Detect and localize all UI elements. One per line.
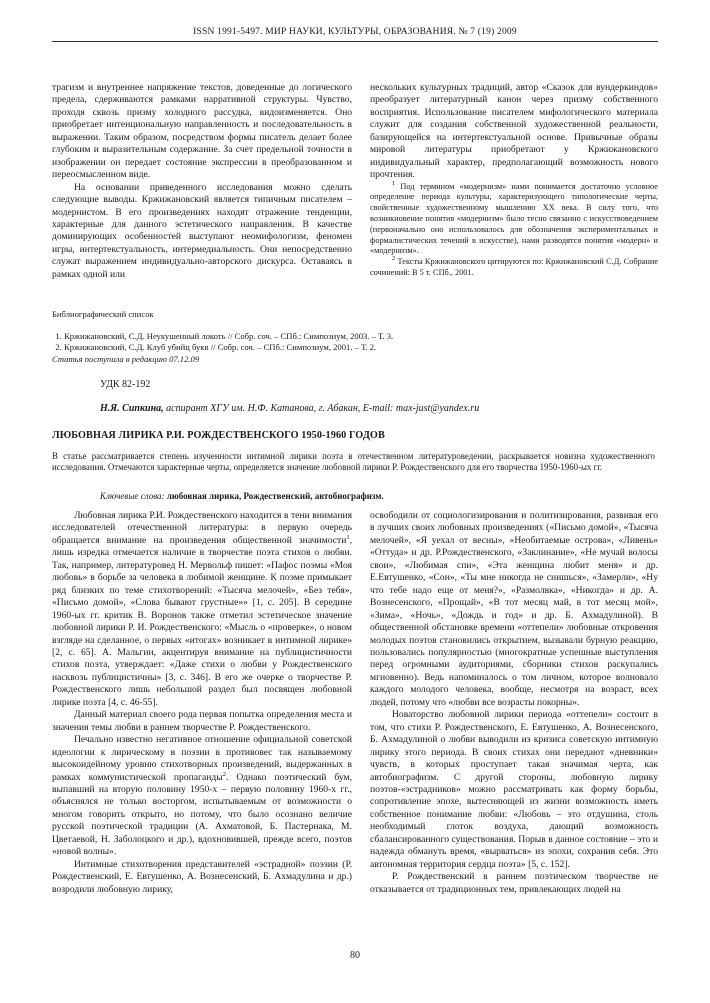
footnote-mark: 1 xyxy=(392,179,396,187)
body-right-column xyxy=(370,510,658,896)
footnote-text: Под термином «модернизм» нами понимается достаточно условное определение периода культуры, характеризующего типологические черты, свойственные художественному мышлению XX века. В силу того, что возникновение понятия «модернизм» было тесно связанно с искусствоведением (первоначально оно использовалось для обозначения экспериментальных и формалистических течений в искусстве), нами разводятся понятия «модерн» и «модернизм». xyxy=(370,181,658,256)
footnote-ref: 2 xyxy=(222,770,226,778)
paragraph: Р. Рождественский в раннем поэтическом творчестве не отказывается от традиционных тем, привлекающих людей на xyxy=(370,871,658,895)
footnote xyxy=(370,179,658,258)
author-line xyxy=(100,403,479,414)
top-left-column xyxy=(52,82,352,281)
abstract: В статье рассматривается степень изученности интимной лирики поэта в отечественном литературоведении, раскрывается новизна художественного исследования. Отмечаются характерные черты, определяется значение любовной лирики Р. Рождественского для его творчества 1950-1960-ых гг. xyxy=(52,451,655,472)
paragraph: нескольких культурных традиций, автор «Сказок для вундеркиндов» преобразует литературный канон через призму собственного восприятия. Использование писателем мифологического материала служит для создания собственной художественной реальности, базирующейся на интертекстуальной основе. Привычные образы мировой литературы приобретают у Кржижановского индивидуальный характер, предполагающий возможность нового прочтения. xyxy=(370,82,658,181)
paragraph: Данный материал своего рода первая попытка определения места и значения темы любви в раннем творчестве Р. Рождественского. xyxy=(52,709,352,733)
bibliography-list xyxy=(52,331,658,354)
footnote-ref: 1 xyxy=(346,533,350,541)
keywords-label: Ключевые слова: xyxy=(100,491,165,501)
body-left-column xyxy=(52,510,352,896)
text-run: Печально известно негативное отношение официальной советской идеологии к лирическому в поэзии в противовес так называемому высокоидейному уровню стихотворных произведений, выдержанных в рамках коммунистической пропаганды xyxy=(52,734,352,783)
bibliography-item: 1. Кржижановский, С.Д. Неукушенный локоть // Собр. соч. – СПб.: Симпозиум, 2003. – Т. 3. xyxy=(64,331,658,343)
bibliography xyxy=(52,309,658,365)
paragraph xyxy=(52,734,352,859)
udk-code: УДК 82-192 xyxy=(100,379,151,390)
bibliography-item: 2. Кржижановский, С.Д. Клуб убийц букв // Собр. соч. – СПб.: Симпозиум, 2001. – Т. 2. xyxy=(64,342,658,354)
page-number: 80 xyxy=(350,950,360,961)
paragraph: На основании приведенного исследования можно сделать следующие выводы. Кржижановский является типичным писателем – модернистом. В его произведениях находят отражение тенденции, характерные для данного эстетического направления. В качестве доминирующих особенностей выступают неомифологизм, феномен игры, интертекстуальность, интермедиальность. Они непосредственно служат выражением индивидуально-авторского дискурса. Оставаясь в рамках одной или xyxy=(52,181,352,280)
text-run: . Однако поэтический бум, выпавший на вторую половину 1950-х – первую половину 1960-х гг., объяснялся не только восторгом, испытываемым от возможности о многом говорить открыто, но потому, что было осознано величие русской поэтической традиции (А. Ахматовой, Б. Пастернака, М. Цветаевой, Н. Заболоцкого и др.), вдохновившей, прежде всего, поэтов «новой волны». xyxy=(52,771,352,858)
paragraph: Интимные стихотворения представителей «эстрадной» поэзии (Р. Рождественский, Е. Евтушенко, А. Вознесенский, Б. Ахмадулина и др.) возродили любовную лирику, xyxy=(52,858,352,895)
top-right-column xyxy=(370,82,658,279)
footnote xyxy=(370,257,658,279)
article-title: ЛЮБОВНАЯ ЛИРИКА Р.И. РОЖДЕСТВЕНСКОГО 1950-1960 ГОДОВ xyxy=(52,430,385,441)
received-date: Статья поступила в редакцию 07.12.09 xyxy=(52,353,200,364)
paragraph: Новаторство любовной лирики периода «оттепели» состоит в том, что стихи Р. Рождественского, Е. Евтушенко, А. Вознесенского, Б. Ахмадулиной о любви выводили из кризиса советскую интимную лирику этого периода. В своих стихах они передают «дневники» чувств, в которых проступает такая значимая черта, как автобиографизм. С другой стороны, любовную лирику поэтов-«эстрадников» можно рассматривать как форму борьбы, сопротивление эпохе, вытесняющей из жизни возможность иметь собственное понимание любви: «Любовь – это отдушина, столь необходимый глоток воздуха, дающий возможность сбалансированного существования. Порыв в данное состояние – это и надежда обмануть время, «вырваться» из эпохи, сохранив себя. Это автономная территория сердца поэта» [5, с. 152]. xyxy=(370,709,658,870)
footnote-mark: 2 xyxy=(392,255,396,263)
author-name: Н.Я. Сипкина, xyxy=(100,403,164,414)
keywords xyxy=(100,491,384,501)
paragraph: освободили от социологизирования и политизирования, развивая его в лучших своих любовных произведениях («Письмо домой», «Тысяча мелочей», «Я уехал от весны», «Необитаемые острова», «Ливень» «Оттуда» и др. Р.Рождественского, «Заклинание», «Не мучай волосы свои», «Любимая спи», «Эта женщина любит меня» и др. Е.Евтушенко, «Сон», «Ты мне никогда не снишься», «Замерли», «Ну что тебе надо еще от меня?», «Размолвка», «Никогда» и др. А. Вознесенского, «Прощай», «В тот месяц май, в тот месяц мой», «Зима», «Ночь», «Дождь и год» и др. Б. Ахмадулиной). В общественной обстановке времени «оттепели» любовные откровения молодых поэтов становились открытием, вызывали бурную реакцию, пользовались популярностью (многократные успешные выступления перед огромными аудиториями, сборники стихов раскупались мгновенно). Ведь напоминалось о том личном, которое волновало каждого молодого человека, вообще, несмотря на возраст, всех людей, потому что «любви все возрасты покорны». xyxy=(370,510,658,708)
text-run: , лишь изредка отмечается наличие в творчестве поэта стихов о любви. Так, например, литературовед Н. Мервольф пишет: «Пафос поэмы «Моя любовь» в борьбе за человека в любимой женщине. К поэме примыкает ряд близких по теме стихотворений: «Тысяча мелочей», «Без тебя», «Письмо домой», «Слова бывают грустные»» [1, с. 205]. В середине 1960-ых гг. критик В. Воронов также отметил эстетическое значение любовной лирики Р. И. Рождественского: «Мысль о «проверке», о новом взгляде на сделанное, о первых «итогах» возникает в интимной лирике» [2, с. 65]. А. Мальгин, акцентируя внимание на публицистичности стихов поэта, утверждает: «Даже стихи о любви у Рождественского насквозь публицистичны» [3, с. 346]. В его же очерке о творчестве Р. Рождественского лишь небольшой раздел был посвящен любовной лирике поэта [4, с. 46-55]. xyxy=(52,534,352,708)
running-header: ISSN 1991-5497. МИР НАУКИ, КУЛЬТУРЫ, ОБРАЗОВАНИЯ. № 7 (19) 2009 xyxy=(52,27,658,42)
text-run: Любовная лирика Р.И. Рождественского находится в тени внимания исследователей отечественной литературы: в первую очередь обращается внимание на произведения общественной значимости xyxy=(52,510,352,546)
author-affiliation: аспирант ХГУ им. Н.Ф. Катанова, г. Абакан, E-mail: max-just@yandex.ru xyxy=(163,403,480,414)
bibliography-title: Библиографический список xyxy=(52,309,154,319)
footnote-text: Тексты Кржижановского цитируются по: Кржижановский С.Д. Собрание сочинений: В 5 т. СПб., 2001. xyxy=(370,257,659,277)
paragraph xyxy=(52,510,352,709)
keywords-list: любовная лирика, Рождественский, автобиографизм. xyxy=(164,491,384,501)
paragraph: трагизм и внутреннее напряжение текстов, доведенные до логического предела, сдерживаются рамками нарративной структуры. Чувство, проходя сквозь призму холодного рассудка, видоизменяется. Оно приобретает интенциональную направленность и последовательность в выражении. Таким образом, посредством формы писатель делает более глубоким и выразительным содержание. За счет предельной точности в изображении он передает состояние экспрессии в преобразованном и переосмысленном виде. xyxy=(52,82,352,181)
